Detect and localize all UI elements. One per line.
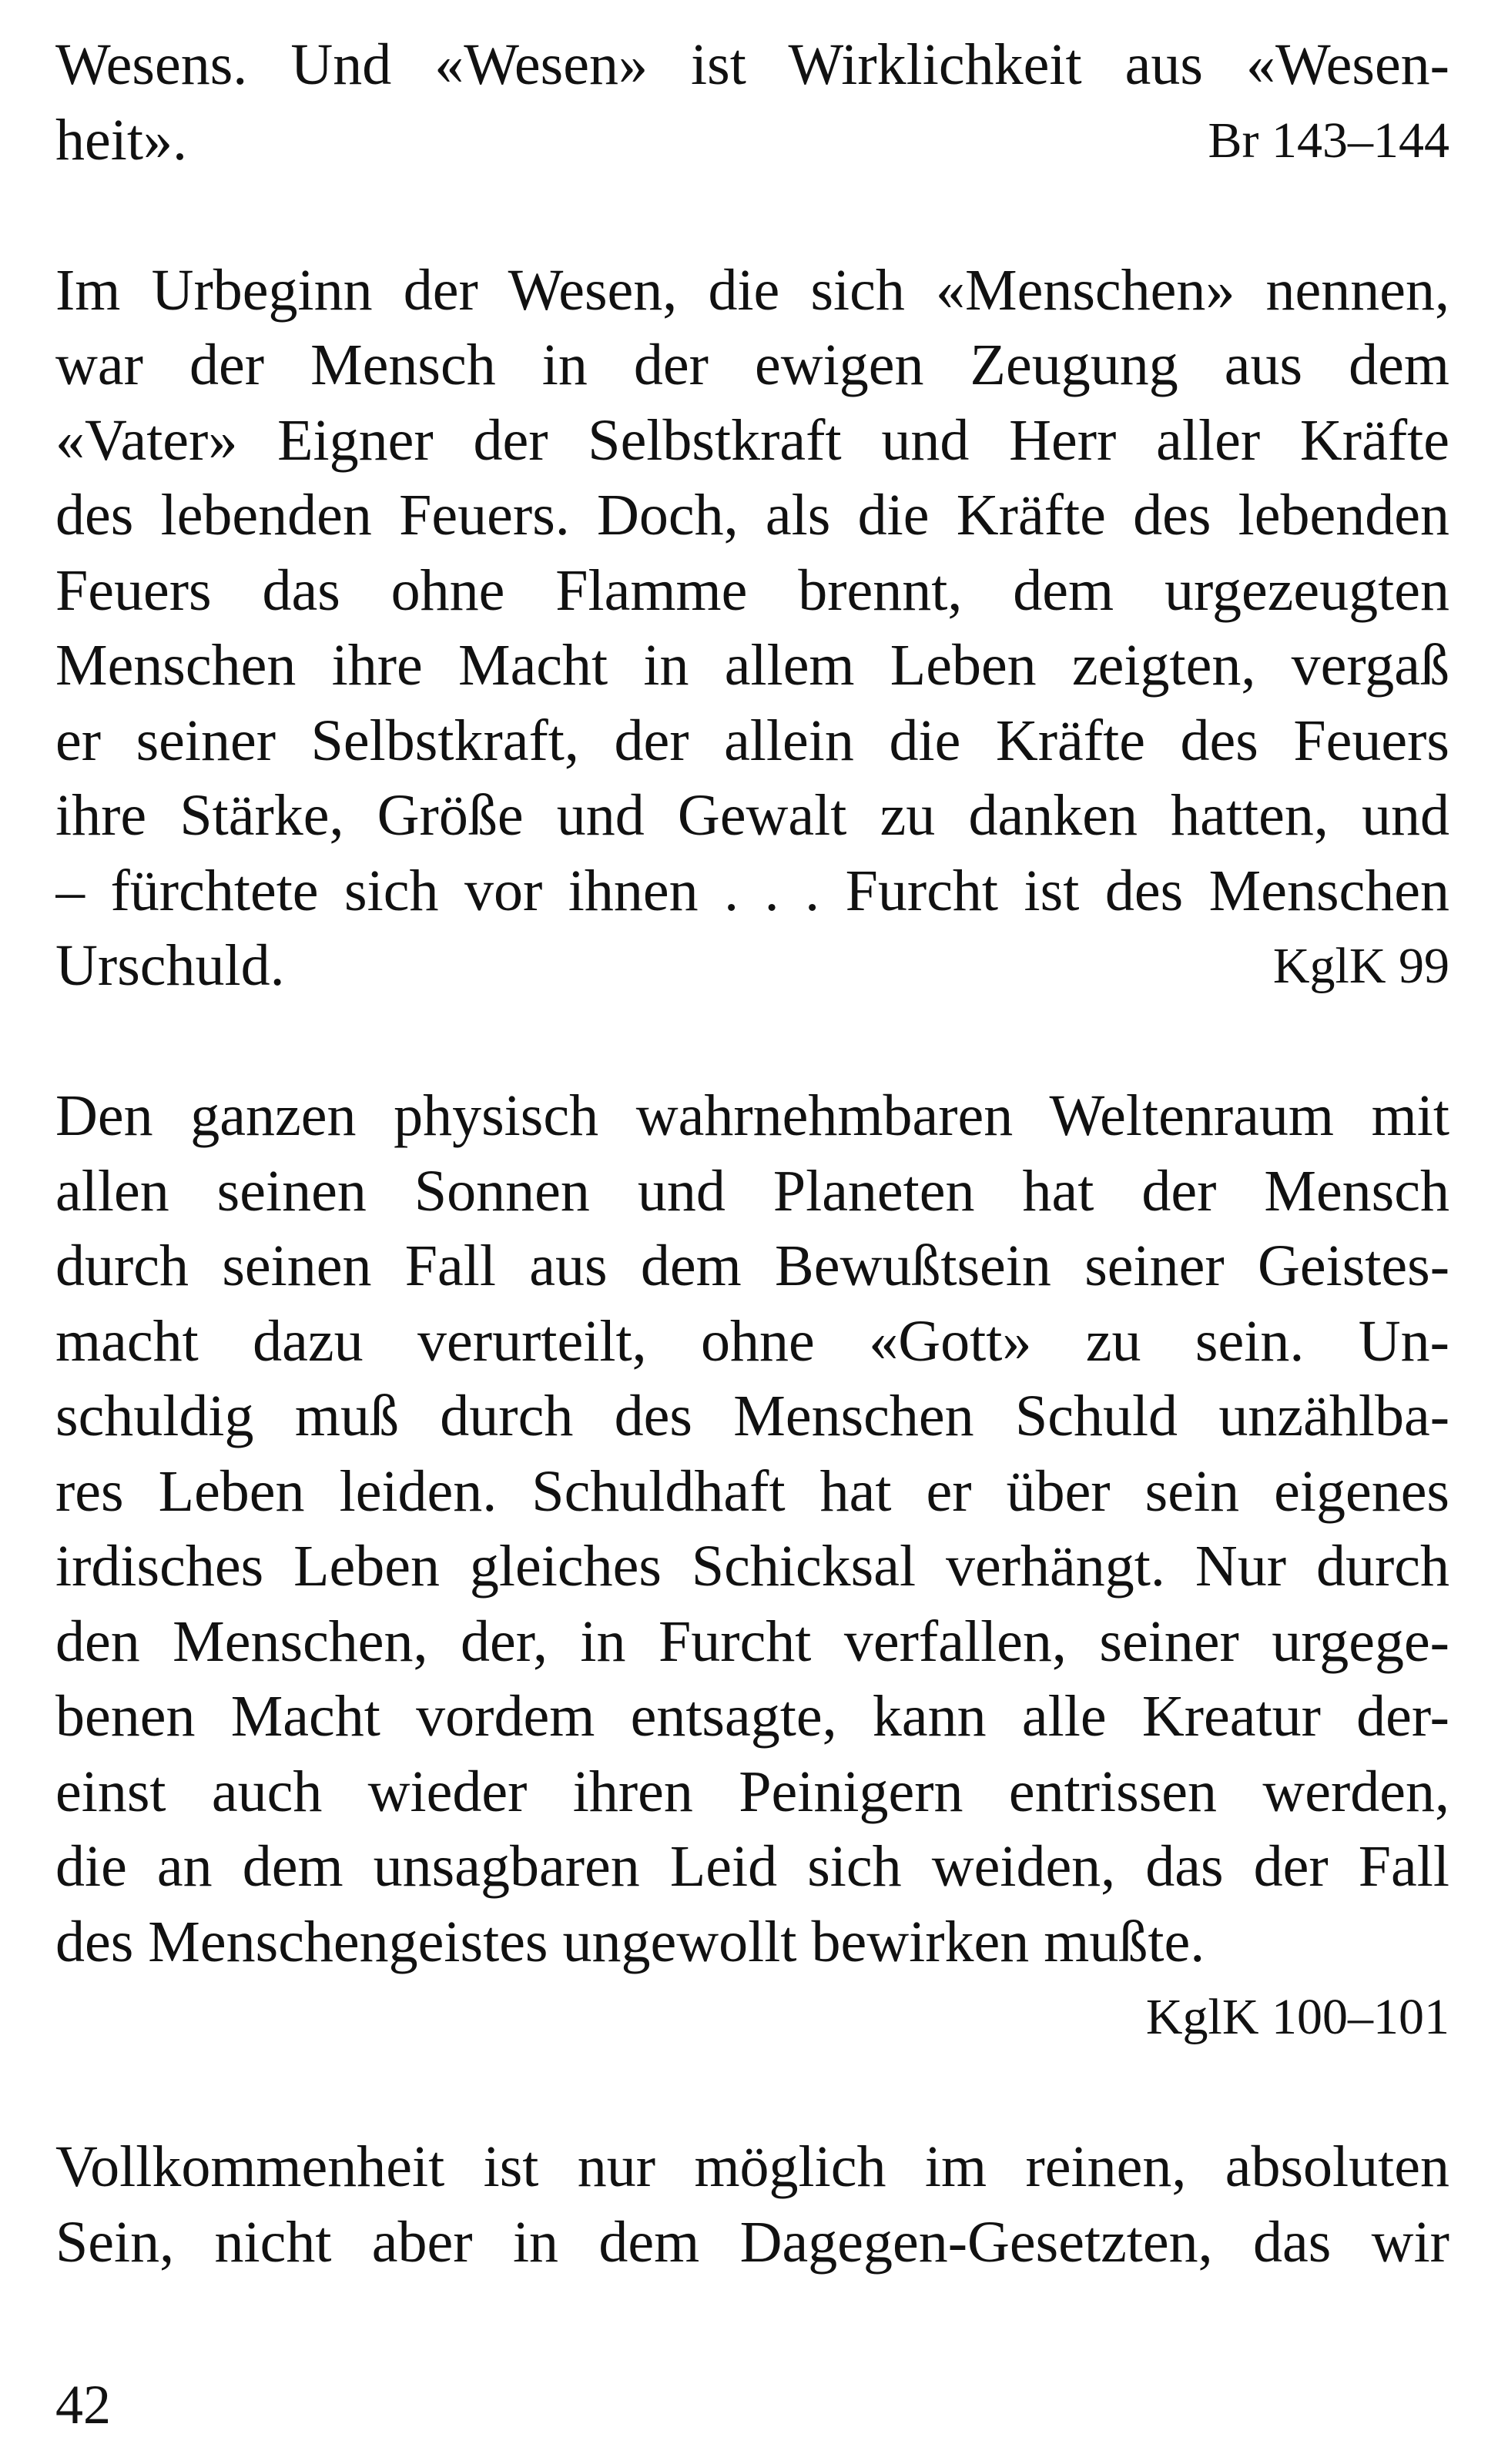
- source-reference: Br 143–144: [1208, 112, 1449, 169]
- text-line: Urschuld.: [55, 933, 285, 998]
- text-line: war der Mensch in der ewigen Zeugung aus dem: [55, 333, 1449, 397]
- line-with-reference: [55, 103, 1449, 179]
- text-line: einst auch wieder ihren Peinigern entrissen werden,: [55, 1759, 1449, 1824]
- source-reference: KglK 100–101: [1145, 1989, 1449, 2045]
- text-line: benen Macht vordem entsagte, kann alle Kreatur der-: [55, 1684, 1449, 1749]
- text-line: die an dem unsagbaren Leid sich weiden, das der Fall: [55, 1834, 1449, 1899]
- text-line: schuldig muß durch des Menschen Schuld unzählba-: [55, 1384, 1449, 1448]
- paragraph-4: [55, 2130, 1449, 2280]
- paragraph-gap: [55, 178, 1449, 253]
- paragraph-2: [55, 253, 1449, 1004]
- text-line: durch seinen Fall aus dem Bewußtsein seiner Geistes-: [55, 1234, 1449, 1298]
- text-line: des lebenden Feuers. Doch, als die Kräfte des lebenden: [55, 483, 1449, 547]
- page-number: 42: [55, 2374, 111, 2436]
- text-line: heit».: [55, 107, 187, 172]
- text-line: «Vater» Eigner der Selbstkraft und Herr aller Kräfte: [55, 407, 1449, 473]
- text-line: des Menschengeistes ungewollt bewirken mußte.: [55, 1909, 1205, 1974]
- paragraph-3: [55, 1079, 1449, 2055]
- paragraph-gap: [55, 2055, 1449, 2131]
- text-line: – fürchtete sich vor ihnen . . . Furcht ist des Menschen: [55, 858, 1449, 923]
- text-line: Den ganzen physisch wahrnehmbaren Weltenraum mit: [55, 1083, 1449, 1148]
- text-line: Im Urbeginn der Wesen, die sich «Menschen» nennen,: [55, 257, 1449, 323]
- text-line: Menschen ihre Macht in allem Leben zeigten, vergaß: [55, 633, 1449, 698]
- text-line: macht dazu verurteilt, ohne «Gott» zu sein. Un-: [55, 1308, 1449, 1374]
- text-line: Vollkommenheit ist nur möglich im reinen, absoluten: [55, 2134, 1449, 2199]
- text-line: er seiner Selbstkraft, der allein die Kräfte des Feuers: [55, 708, 1449, 773]
- source-reference: KglK 99: [1272, 938, 1449, 994]
- text-line: res Leben leiden. Schuldhaft hat er über sein eigenes: [55, 1458, 1449, 1524]
- text-line: Feuers das ohne Flamme brennt, dem urgezeugten: [55, 557, 1449, 623]
- text-line: Sein, nicht aber in dem Dagegen-Gesetzten, das wir: [55, 2209, 1449, 2275]
- text-line: Wesens. Und «Wesen» ist Wirklichkeit aus «Wesen-: [55, 32, 1449, 97]
- text-line: ihre Stärke, Größe und Gewalt zu danken hatten, und: [55, 783, 1449, 848]
- text-line: irdisches Leben gleiches Schicksal verhängt. Nur durch: [55, 1534, 1449, 1599]
- page-body: [55, 28, 1449, 2280]
- paragraph-1: [55, 28, 1449, 178]
- line-with-reference: [55, 929, 1449, 1004]
- text-line: den Menschen, der, in Furcht verfallen, seiner urgege-: [55, 1609, 1449, 1674]
- text-line: allen seinen Sonnen und Planeten hat der Mensch: [55, 1158, 1449, 1224]
- paragraph-gap: [55, 1004, 1449, 1080]
